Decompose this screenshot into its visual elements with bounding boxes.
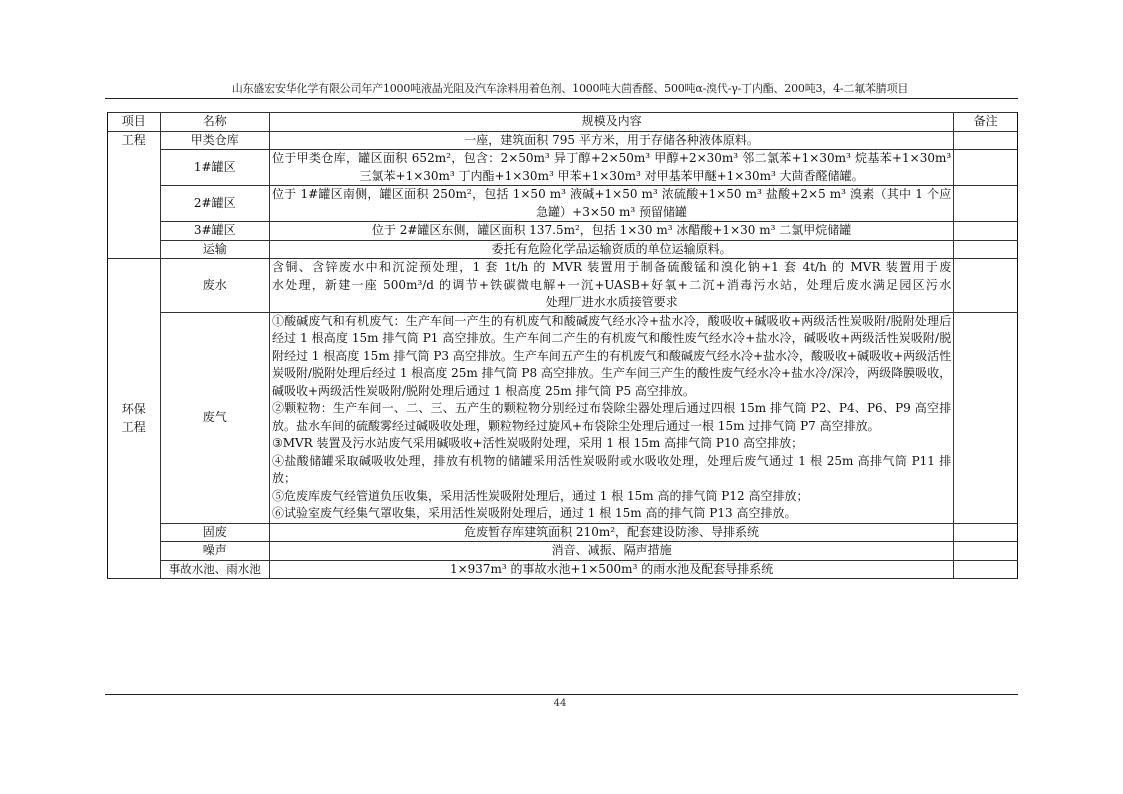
row-content — [269, 259, 953, 313]
document-header-title: 山东盛宏安华化学有限公司年产1000吨液晶光阻及汽车涂料用着色剂、1000吨大茴香醛、500吨α-溴代-γ-丁内酯、200吨3，4-二氟苯腈项目 — [231, 82, 909, 95]
table-row — [108, 131, 1018, 150]
row-note — [954, 312, 1018, 523]
row-name: 事故水池、雨水池 — [160, 560, 269, 579]
table-row — [108, 150, 1018, 186]
row-content: 危废暂存库建筑面积 210m²，配套建设防渗、导排系统 — [269, 523, 953, 542]
row-content: 1×937m³ 的事故水池+1×500m³ 的雨水池及配套导排系统 — [269, 560, 953, 579]
row-note — [954, 150, 1018, 186]
row-content: 委托有危险化学品运输资质的单位运输原料。 — [269, 240, 953, 259]
column-header-note: 备注 — [954, 113, 1018, 132]
row-content: 消音、减振、隔声措施 — [269, 542, 953, 561]
row-name: 3#罐区 — [160, 222, 269, 241]
row-note — [954, 560, 1018, 579]
content-line: 急罐）+3×50 m³ 预留储罐 — [536, 204, 687, 219]
column-header-item: 项目 — [108, 113, 161, 132]
table-header-row — [108, 113, 1018, 132]
column-header-name: 名称 — [160, 113, 269, 132]
row-name: 噪声 — [160, 542, 269, 561]
table-row — [108, 560, 1018, 579]
column-header-content: 规模及内容 — [269, 113, 953, 132]
content-line: 处理厂进水水质接管要求 — [545, 295, 678, 309]
row-note — [954, 222, 1018, 241]
table-row — [108, 186, 1018, 222]
table-row — [108, 542, 1018, 561]
row-content — [269, 312, 953, 523]
row-note — [954, 131, 1018, 150]
content-line: 位于 1#罐区南侧，罐区面积 250m²，包括 1×50 m³ 液碱+1×50 m³ 浓硫酸+1×50 m³ 盐酸+2×5 m³ 溴素（其中 1 个应 — [271, 187, 952, 201]
table-row — [108, 240, 1018, 259]
row-note — [954, 523, 1018, 542]
row-name: 甲类仓库 — [160, 131, 269, 150]
content-line: 三氯苯+1×30m³ 丁内酯+1×30m³ 甲苯+1×30m³ 对甲基苯甲醚+1×30m³ 大茴香醛储罐。 — [359, 168, 864, 183]
content-line: 位于甲类仓库，罐区面积 652m²，包含：2×50m³ 异丁醇+2×50m³ 甲醇+2×30m³ 邻二氯苯+1×30m³ 烷基苯+1×30m³ — [271, 151, 952, 165]
content-line: 含铜、含锌废水中和沉淀预处理，1 套 1t/h 的 MVR 装置用于制备硫酸锰和溴化钠+1 套 4t/h 的 MVR 装置用于废 — [271, 260, 952, 274]
category-cell — [108, 259, 161, 579]
content-paragraph: ⑥试验室废气经集气罩收集，采用活性炭吸附处理后，通过 1 根 15m 高的排气筒 P13 高空排放。 — [271, 506, 797, 520]
content-paragraph: ④盐酸储罐采取碱吸收处理，排放有机物的储罐采用活性炭吸附或水吸收处理，处理后废气通过 1 根 25m 高排气筒 P11 排放； — [271, 453, 952, 485]
row-content: 位于 2#罐区东侧，罐区面积 137.5m²，包括 1×30 m³ 冰醋酸+1×30 m³ 二氯甲烷储罐 — [269, 222, 953, 241]
row-name: 1#罐区 — [160, 150, 269, 186]
row-note — [954, 186, 1018, 222]
content-line: 水处理，新建一座 500m³/d 的调节+铁碳微电解+一沉+UASB+好氧+二沉+消毒污水站，处理后废水满足园区污水 — [271, 277, 952, 292]
page-number: 44 — [553, 698, 567, 709]
content-paragraph: ③MVR 装置及污水站废气采用碱吸收+活性炭吸附处理，采用 1 根 15m 高排气筒 P10 高空排放； — [271, 436, 804, 450]
table-row — [108, 312, 1018, 523]
content-paragraph: ⑤危废库废气经管道负压收集，采用活性炭吸附处理后，通过 1 根 15m 高的排气筒 P12 高空排放； — [271, 488, 809, 503]
content-paragraph: ②颗粒物：生产车间一、二、三、五产生的颗粒物分别经过布袋除尘器处理后通过四根 15m 排气筒 P2、P4、P6、P9 高空排放。盐水车间的硫酸雾经过碱吸收处理，颗粒物经过旋风+布袋除尘处理后通过一根 15m 过排气筒 P7 高空排放。 — [271, 401, 952, 433]
row-name: 运输 — [160, 240, 269, 259]
row-name: 2#罐区 — [160, 186, 269, 222]
row-name: 废水 — [160, 259, 269, 313]
content-paragraph: ①酸碱废气和有机废气：生产车间一产生的有机废气和酸碱废气经水冷+盐水冷，酸吸收+碱吸收+两级活性炭吸附/脱附处理后经过 1 根高度 15m 排气筒 P1 高空排放。生产车间二产生的有机废气和酸性废气经水冷+盐水冷，碱吸收+两级活性炭吸附/脱附经过 1 根高度 15m 排气筒 P3 高空排放。生产车间五产生的有机废气和酸碱废气经水冷+盐水冷，酸吸收+碱吸收+两级活性炭吸附/脱附处理后经过 1 根高度 25m 排气筒 P8 高空排放。生产车间三产生的酸性废气经水冷+盐水冷/深冷，两级降膜吸收，碱吸收+两级活性炭吸附/脱附处理后通过 1 根高度 25m 排气筒 P5 高空排放。 — [271, 313, 952, 398]
row-note — [954, 240, 1018, 259]
project-composition-table — [107, 112, 1018, 579]
row-note — [954, 542, 1018, 561]
row-name: 固废 — [160, 523, 269, 542]
table-row — [108, 259, 1018, 313]
category-line: 工程 — [121, 419, 146, 434]
table-row — [108, 222, 1018, 241]
row-content — [269, 150, 953, 186]
footer-divider — [105, 694, 1018, 695]
row-content — [269, 186, 953, 222]
row-note — [954, 259, 1018, 313]
row-name: 废气 — [160, 312, 269, 523]
category-line: 环保 — [121, 402, 146, 416]
table-row — [108, 523, 1018, 542]
row-content: 一座，建筑面积 795 平方米，用于存储各种液体原料。 — [269, 131, 953, 150]
category-cell: 工程 — [108, 131, 161, 259]
header-divider — [105, 98, 1018, 99]
